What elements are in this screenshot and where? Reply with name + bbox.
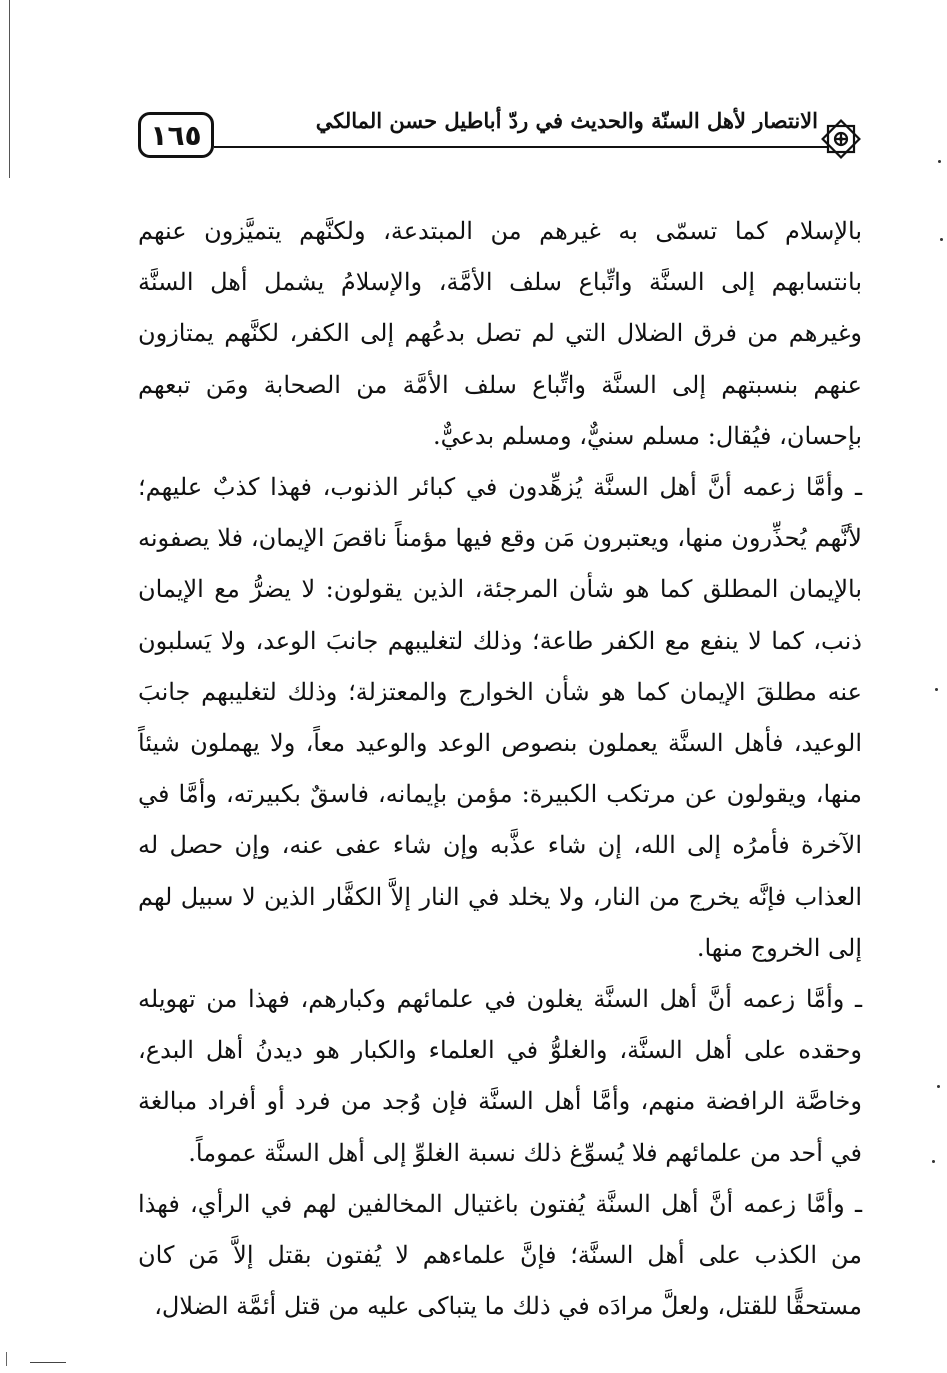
- scan-speck: [932, 1160, 935, 1163]
- page-body: [138, 206, 862, 1332]
- scan-border-mark: [6, 1352, 7, 1366]
- scan-border-mark: [30, 1362, 66, 1363]
- paragraph: بالإسلام كما تسمّى به غيرهم من المبتدعة، ولكنَّهم يتميَّزون عنهم بانتسابهم إلى السنَّة واتِّباع سلف الأمَّة، والإسلامُ يشمل أهل السنَّة وغيرهم من فرق الضلال التي لم تصل بدعُهم إلى الكفر، لكنَّهم يمتازون عنهم بنسبتهم إلى السنَّة واتِّباع سلف الأمَّة من الصحابة ومَن تبعهم بإحسان، فيُقال: مسلم سنيٌّ، ومسلم بدعيٌّ.: [138, 217, 862, 450]
- paragraph: ـ وأمَّا زعمه أنَّ أهل السنَّة يغلون في علمائهم وكبارهم، فهذا من تهويله وحقده على أهل السنَّة، والغلوُّ في العلماء والكبار هو ديدنُ أهل البدع، وخاصَّة الرافضة منهم، وأمَّا أهل السنَّة فإن وُجد من فرد أو أفراد مبالغة في أحد من علمائهم فلا يُسوِّغ ذلك نسبة الغلوِّ إلى أهل السنَّة عموماً.: [138, 985, 862, 1167]
- star-ornament-icon: [818, 108, 866, 168]
- scan-speck: [938, 160, 941, 163]
- paragraph: ـ وأمَّا زعمه أنَّ أهل السنَّة يُزهِّدون في كبائر الذنوب، فهذا كذبٌ عليهم؛ لأنَّهم يُحذِّرون منها، ويعتبرون مَن وقع فيها مؤمناً ناقصَ الإيمان، فلا يصفونه بالإيمان المطلق كما هو شأن المرجئة، الذين يقولون: لا يضرُّ مع الإيمان ذنب، كما لا ينفع مع الكفر طاعة؛ وذلك لتغليبهم جانبَ الوعد، ولا يَسلبون عنه مطلقَ الإيمان كما هو شأن الخوارج والمعتزلة؛ وذلك لتغليبهم جانبَ الوعيد، فأهل السنَّة يعملون بنصوص الوعد والوعيد معاً، ولا يهملون شيئاً منها، ويقولون عن مرتكب الكبيرة: مؤمن بإيمانه، فاسقٌ بكبيرته، وأمَّا في الآخرة فأمرُه إلى الله، إن شاء عذَّبه وإن شاء عفى عنه، وإن حصل له العذاب فإنَّه يخرج من النار، ولا يخلد في النار إلاَّ الكفَّار الذين لا سبيل لهم إلى الخروج منها.: [138, 473, 863, 962]
- page-header: [138, 96, 878, 196]
- running-title: الانتصار لأهل السنّة والحديث في ردّ أباطيل حسن المالكي: [315, 108, 818, 133]
- paragraph: ـ وأمَّا زعمه أنَّ أهل السنَّة يُفتون باغتيال المخالفين لهم في الرأي، فهذا من الكذب على أهل السنَّة؛ فإنَّ علماءهم لا يُفتون بقتل إلاَّ مَن كان مستحقًّا للقتل، ولعلَّ مرادَه في ذلك ما يتباكى عليه من قتل أئمَّة الضلال،: [138, 1189, 862, 1321]
- scan-speck: [935, 688, 938, 691]
- page-number: ١٦٥: [138, 112, 214, 158]
- header-rule: [214, 146, 828, 148]
- scan-speck: [937, 1085, 940, 1088]
- scan-speck: [940, 238, 943, 241]
- scan-border-line: [9, 0, 10, 178]
